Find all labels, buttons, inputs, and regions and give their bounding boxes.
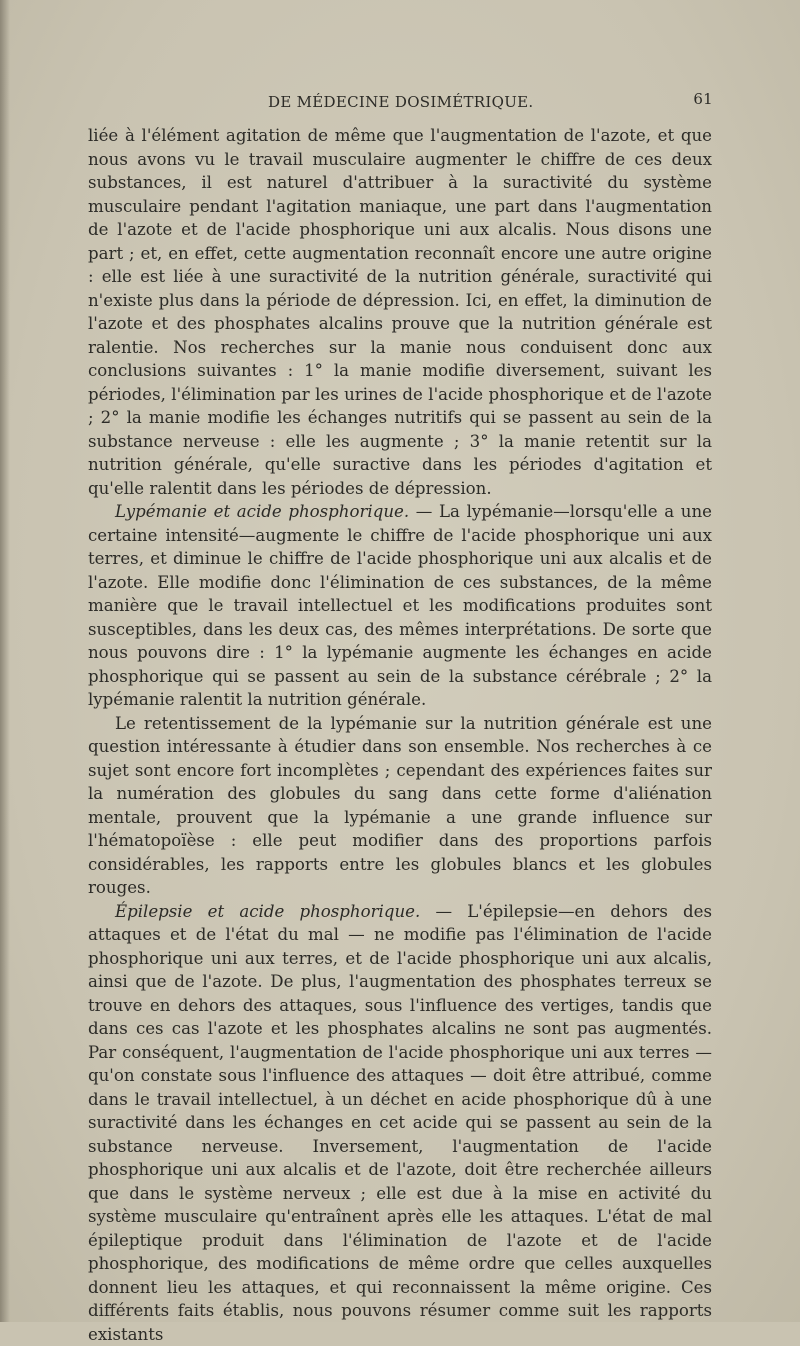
page-number: 61: [693, 90, 713, 108]
paragraph-lypemania: [88, 500, 712, 712]
running-title: DE MÉDECINE DOSIMÉTRIQUE.: [268, 93, 534, 111]
page-gutter-shadow: [0, 0, 10, 1322]
paragraph-text: — L'épilepsie—en dehors des attaques et de l'état du mal — ne modifie pas l'élimination de l'acide phosphorique uni aux terres, et de l'acide phosphorique uni aux alcalis, ainsi que de l'azote. De plus, l'augmentation des phosphates terreux se trouve en dehors des attaques, sous l'influence des vertiges, tandis que dans ces cas l'azote et les phosphates alcalins ne sont pas augmentés. Par conséquent, l'augmentation de l'acide phosphorique uni aux terres — qu'on constate sous l'influence des attaques — doit être attribué, comme dans le travail intellectuel, à un déchet en acide phosphorique dû à une suractivité dans les échanges en cet acide qui se passent au sein de la substance nerveuse. Inversement, l'augmentation de l'acide phosphorique uni aux alcalis et de l'azote, doit être recherchée ailleurs que dans le système nerveux ; elle est due à la mise en activité du système musculaire qu'entraînent après elle les attaques. L'état de mal épileptique produit dans l'élimination de l'azote et de l'acide phosphorique, des modifications de même ordre que celles auxquelles donnent lieu les attaques, et qui reconnaissent la même origine. Ces différents faits établis, nous pouvons résumer comme suit les rapports existants: [88, 902, 712, 1344]
section-heading-epilepsy: Épilepsie et acide phosphorique.: [115, 902, 420, 921]
paragraph-text: — La lypémanie—lorsqu'elle a une certaine intensité—augmente le chiffre de l'acide phosphorique uni aux terres, et diminue le chiffre de l'acide phosphorique uni aux alcalis et de l'azote. Elle modifie donc l'élimination de ces substances, de la même manière que le travail intellectuel et les modifications produites sont susceptibles, dans les deux cas, des mêmes interprétations. De sorte que nous pouvons dire : 1° la lypémanie augmente les échanges en acide phosphorique qui se passent au sein de la substance cérébrale ; 2° la lypémanie ralentit la nutrition générale.: [88, 502, 712, 709]
section-heading-lypemania: Lypémanie et acide phosphorique.: [115, 502, 409, 521]
paragraph-text: liée à l'élément agitation de même que l'augmentation de l'azote, et que nous avons vu le travail musculaire augmenter le chiffre de ces deux substances, il est naturel d'attribuer à la suractivité du système musculaire pendant l'agitation maniaque, une part dans l'augmentation de l'azote et de l'acide phosphorique uni aux alcalis. Nous disons une part ; et, en effet, cette augmentation reconnaît encore une autre origine : elle est liée à une suractivité de la nutrition générale, suractivité qui n'existe plus dans la période de dépression. Ici, en effet, la diminution de l'azote et des phosphates alcalins prouve que la nutrition générale est ralentie. Nos recherches sur la manie nous conduisent donc aux conclusions suivantes : 1° la manie modifie diversement, suivant les périodes, l'élimination par les urines de l'acide phosphorique et de l'azote ; 2° la manie modifie les échanges nutritifs qui se passent au sein de la substance nerveuse : elle les augmente ; 3° la manie retentit sur la nutrition générale, qu'elle suractive dans les périodes d'agitation et qu'elle ralentit dans les périodes de dépression.: [88, 126, 712, 498]
paragraph-epilepsy: [88, 900, 712, 1346]
paragraph-text: Le retentissement de la lypémanie sur la nutrition générale est une question intéressante à étudier dans son ensemble. Nos recherches à ce sujet sont encore fort incomplètes ; cependant des expériences faites sur la numération des globules du sang dans cette forme d'aliénation mentale, prouvent que la lypémanie a une grande influence sur l'hématopoïèse : elle peut modifier dans des proportions parfois considérables, les rapports entre les globules blancs et les globules rouges.: [88, 714, 712, 898]
paragraph-lypemania-nutrition: [88, 712, 712, 900]
body-text: [88, 124, 712, 1346]
paragraph-mania-conclusions: [88, 124, 712, 500]
page-header: [268, 93, 713, 113]
